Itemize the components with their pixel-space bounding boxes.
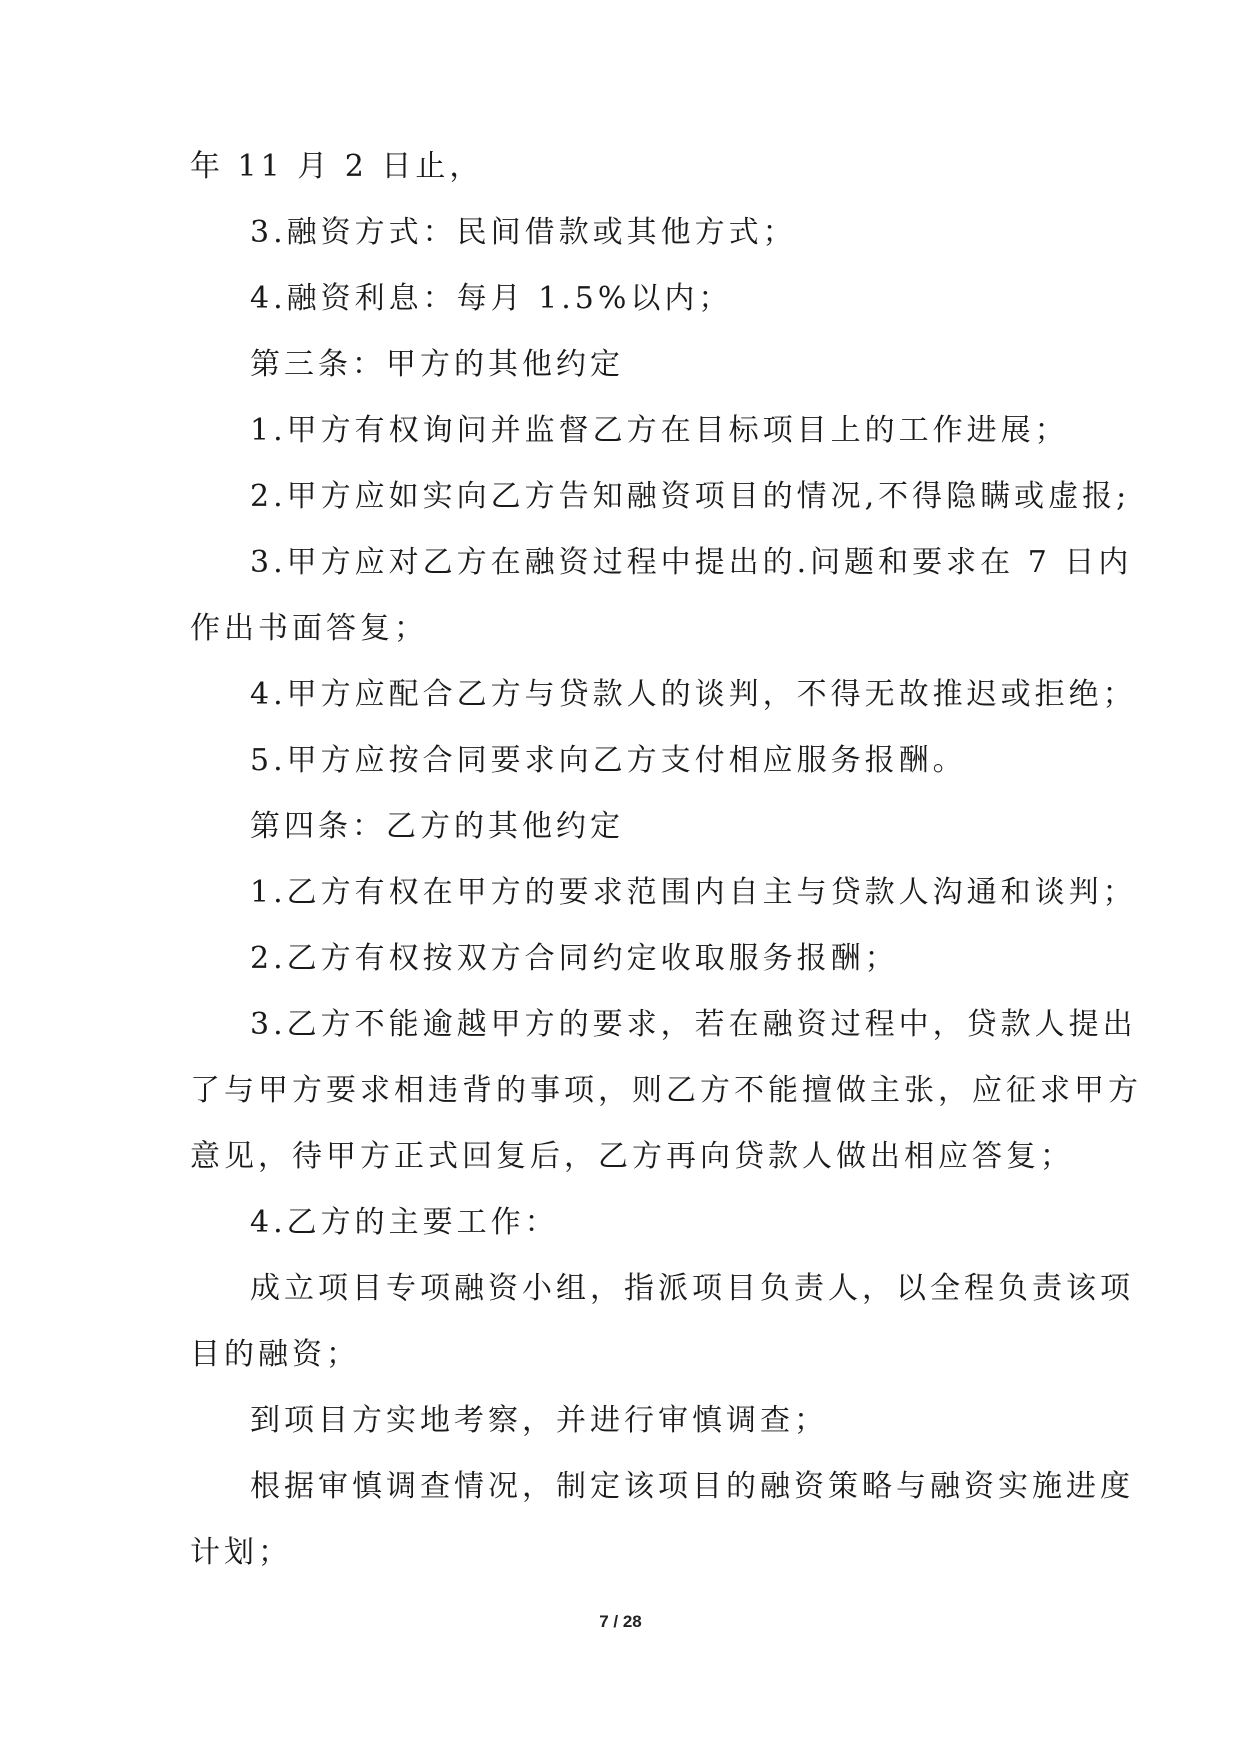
text-line: 意见，待甲方正式回复后，乙方再向贷款人做出相应答复； <box>190 1139 1074 1174</box>
text-line: 2.甲方应如实向乙方告知融资项目的情况,不得隐瞒或虚报; <box>250 479 1131 514</box>
document-body <box>190 149 1142 1604</box>
text-line: 作出书面答复； <box>190 611 428 646</box>
text-line: 到项目方实地考察，并进行审慎调查； <box>250 1403 828 1438</box>
text-line: 2.乙方有权按双方合同约定收取服务报酬； <box>250 941 899 976</box>
text-line: 3.融资方式：民间借款或其他方式； <box>250 215 797 250</box>
text-line: 成立项目专项融资小组，指派项目负责人，以全程负责该项 <box>250 1271 1134 1306</box>
text-line: 4.乙方的主要工作： <box>250 1205 559 1240</box>
page-number: 7 / 28 <box>599 1612 642 1631</box>
text-line: 3.甲方应对乙方在融资过程中提出的.问题和要求在 7 日内 <box>250 545 1133 580</box>
text-line: 年 11 月 2 日止， <box>190 149 484 184</box>
text-line: 了与甲方要求相违背的事项，则乙方不能擅做主张，应征求甲方 <box>190 1073 1142 1108</box>
text-line: 5.甲方应按合同要求向乙方支付相应服务报酬。 <box>250 743 967 778</box>
text-line: 根据审慎调查情况，制定该项目的融资策略与融资实施进度 <box>250 1469 1134 1504</box>
text-line: 4.甲方应配合乙方与贷款人的谈判，不得无故推迟或拒绝； <box>250 677 1137 712</box>
section-heading: 第三条：甲方的其他约定 <box>250 347 624 382</box>
text-line: 4.融资利息：每月 1.5%以内； <box>250 281 733 316</box>
text-line: 1.乙方有权在甲方的要求范围内自主与贷款人沟通和谈判； <box>250 875 1137 910</box>
text-line: 计划； <box>190 1535 292 1570</box>
section-heading: 第四条：乙方的其他约定 <box>250 809 624 844</box>
text-line: 1.甲方有权询问并监督乙方在目标项目上的工作进展； <box>250 413 1069 448</box>
text-line: 3.乙方不能逾越甲方的要求，若在融资过程中，贷款人提出 <box>250 1007 1137 1042</box>
text-line: 目的融资； <box>190 1337 360 1372</box>
